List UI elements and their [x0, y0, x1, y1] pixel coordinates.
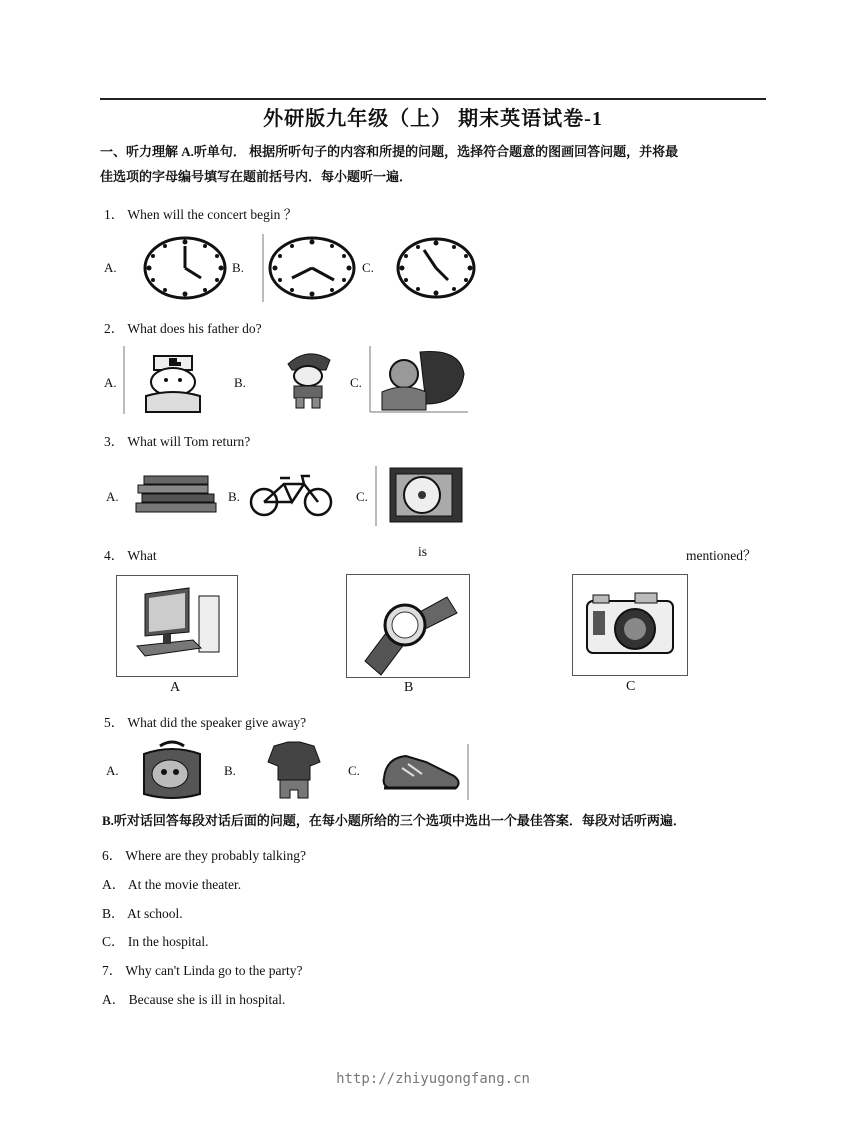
clothes-icon [262, 740, 326, 802]
q1-label-b: B. [232, 260, 244, 275]
question-4-part-1: 4． What [104, 548, 157, 563]
q5-label-c: C. [348, 763, 360, 778]
backpack-icon [134, 740, 210, 800]
clock-five-icon [396, 236, 480, 300]
q3-label-c: C. [356, 489, 368, 504]
q3-label-b: B. [228, 489, 240, 504]
q2-label-b: B. [234, 375, 246, 390]
q7-option-a: A． Because she is ill in hospital. [102, 992, 286, 1007]
question-4-part-2: is [418, 544, 428, 559]
clock-eight-icon [262, 234, 362, 304]
question-6: 6． Where are they probably talking? [102, 848, 307, 863]
q1-label-c: C. [362, 260, 374, 275]
page-title: 外研版九年级（上） 期末英语试卷-1 [263, 108, 603, 130]
cd-icon [376, 466, 470, 528]
sneaker-icon [378, 744, 472, 802]
q4-label-c: C [626, 679, 636, 694]
doctor-icon [124, 346, 224, 416]
q5-label-b: B. [224, 763, 236, 778]
books-icon [134, 472, 224, 518]
title-rule [100, 98, 766, 100]
camera-image [572, 574, 688, 676]
teacher-icon [370, 346, 470, 414]
question-1: 1． When will the concert begin ？ [104, 207, 298, 222]
q6-option-b: B． At school. [102, 906, 183, 921]
q2-label-c: C. [350, 375, 362, 390]
q2-label-a: A. [104, 375, 117, 390]
camera-icon [573, 575, 687, 675]
q6-option-a: A． At the movie theater. [102, 877, 242, 892]
computer-image [116, 575, 238, 677]
bicycle-icon [246, 470, 338, 518]
question-4-part-3: mentioned？ [686, 548, 757, 563]
watch-image [346, 574, 470, 678]
question-5: 5． What did the speaker give away? [104, 715, 307, 730]
q4-label-b: B [404, 680, 414, 695]
q3-label-a: A. [106, 489, 119, 504]
section-two-heading: B.听对话回答每段对话后面的问题，在每小题所给的三个选项中选出一个最佳答案．每段对话听两遍． [102, 813, 686, 828]
footer-url[interactable]: http://zhiyugongfang.cn [336, 1071, 530, 1087]
section-one-heading [100, 139, 770, 189]
q6-option-c: C． In the hospital. [102, 934, 209, 949]
q1-label-a: A. [104, 260, 117, 275]
worker-icon [278, 348, 338, 412]
watch-icon [347, 575, 469, 677]
section-one-line-2: 佳选项的字母编号填写在题前括号内．每小题听一遍． [100, 169, 413, 184]
clock-four-icon [143, 236, 233, 300]
q5-label-a: A. [106, 763, 119, 778]
computer-icon [117, 576, 237, 676]
question-2: 2． What does his father do? [104, 321, 262, 336]
section-one-line-1: 一、听力理解 A.听单句． 根据所听句子的内容和所提的问题，选择符合题意的图画回答问题，并将最 [100, 144, 679, 159]
q4-label-a: A [170, 680, 181, 695]
question-3: 3． What will Tom return? [104, 434, 251, 449]
question-7: 7． Why can't Linda go to the party? [102, 963, 303, 978]
